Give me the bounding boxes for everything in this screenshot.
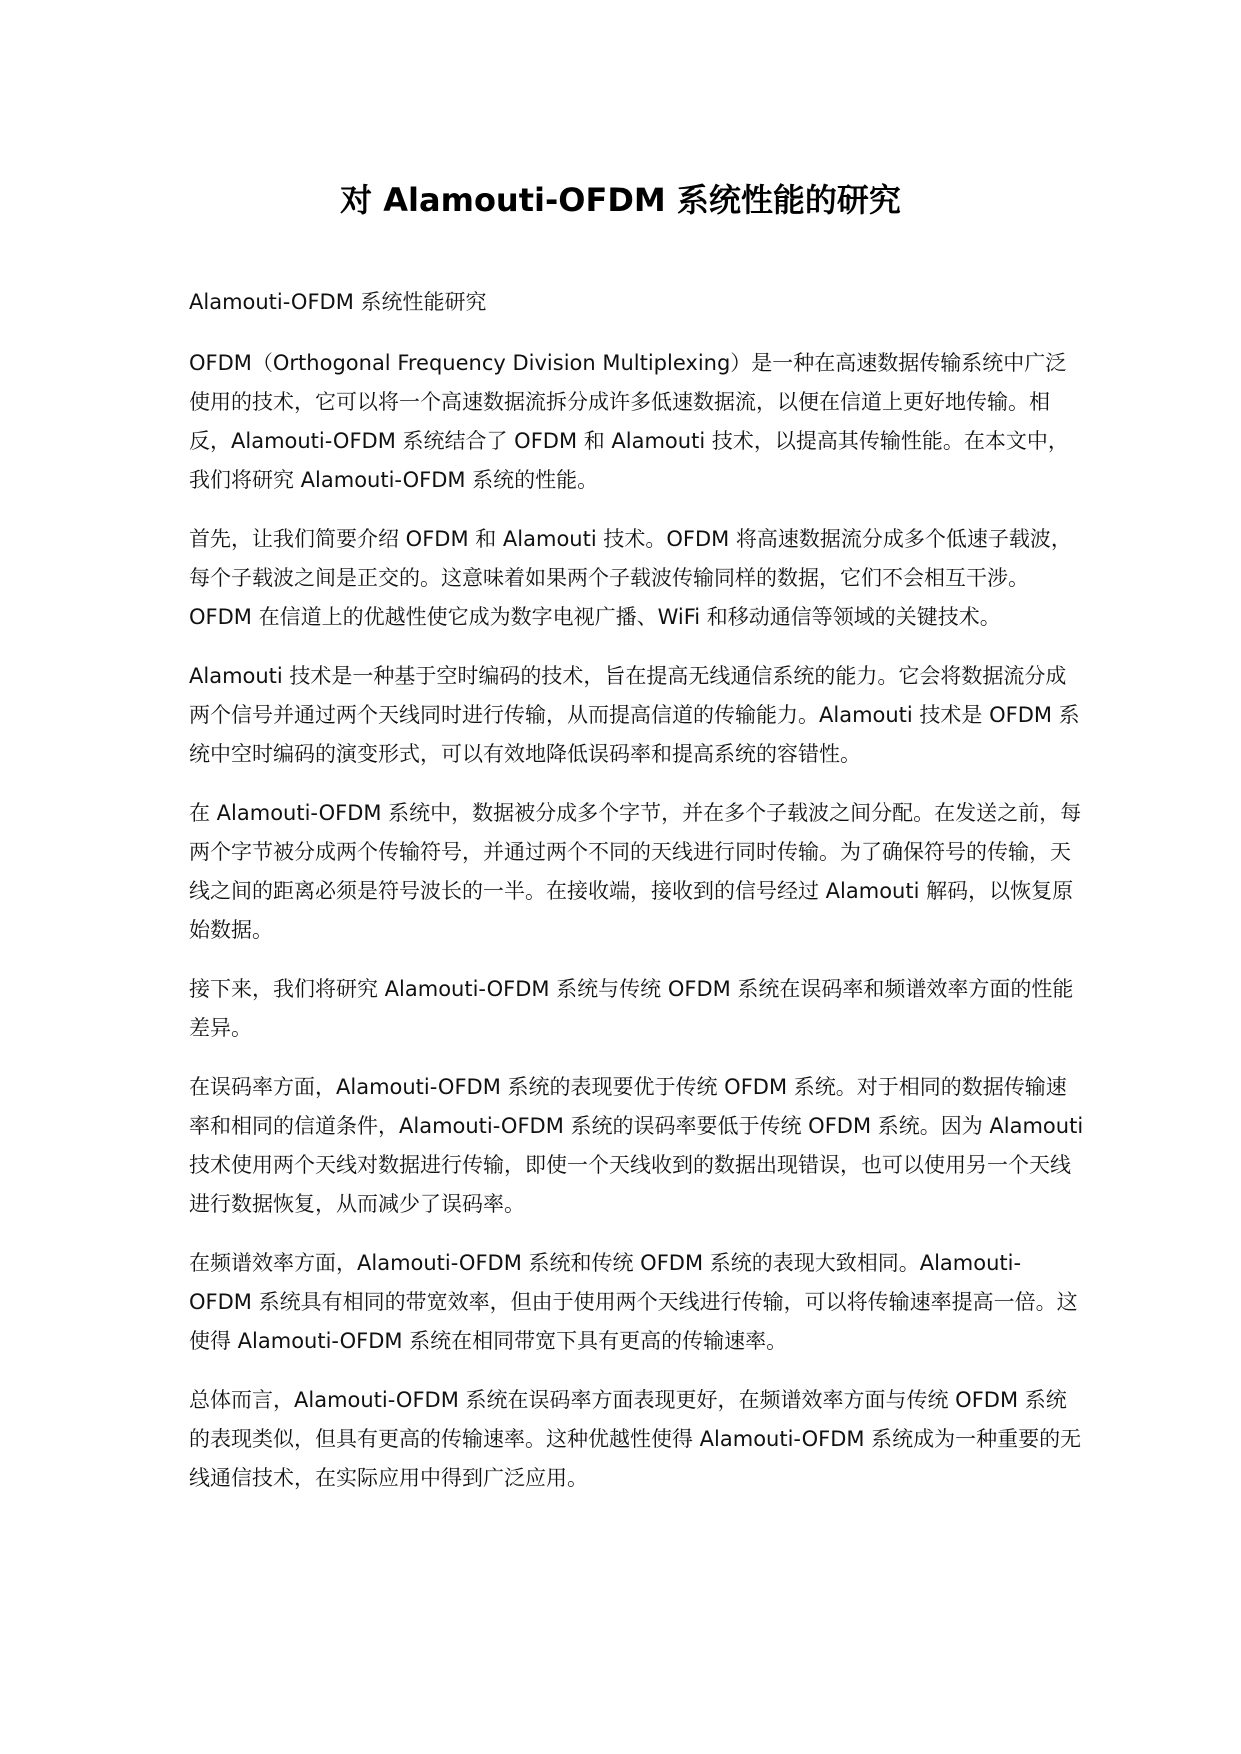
paragraph-ber-performance: 在误码率方面，Alamouti-OFDM 系统的表现要优于传统 OFDM 系统。对于相同的数据传输速率和相同的信道条件，Alamouti-OFDM 系统的误码率要低于传统 OFDM 系统。因为 Alamouti 技术使用两个天线对数据进行传输，即使一个天线收到的数据出现错误，也可以使用另一个天线进行数据恢复，从而减少了误码率。	[189, 1075, 1084, 1216]
paragraph-spectral-efficiency: 在频谱效率方面，Alamouti-OFDM 系统和传统 OFDM 系统的表现大致相同。Alamouti-OFDM 系统具有相同的带宽效率，但由于使用两个天线进行传输，可以将传输速率提高一倍。这使得 Alamouti-OFDM 系统在相同带宽下具有更高的传输速率。	[189, 1251, 1078, 1353]
document-body	[189, 283, 1084, 1518]
paragraph-alamouti-technique: Alamouti 技术是一种基于空时编码的技术，旨在提高无线通信系统的能力。它会将数据流分成两个信号并通过两个天线同时进行传输，从而提高信道的传输能力。Alamouti 技术是 OFDM 系统中空时编码的演变形式，可以有效地降低误码率和提高系统的容错性。	[189, 664, 1080, 766]
paragraph-ofdm-intro: OFDM（Orthogonal Frequency Division Multiplexing）是一种在高速数据传输系统中广泛使用的技术，它可以将一个高速数据流拆分成许多低速数据流，以便在信道上更好地传输。相反，Alamouti-OFDM 系统结合了 OFDM 和 Alamouti 技术，以提高其传输性能。在本文中，我们将研究 Alamouti-OFDM 系统的性能。	[189, 351, 1069, 492]
paragraph-ofdm-alamouti-overview: 首先，让我们简要介绍 OFDM 和 Alamouti 技术。OFDM 将高速数据流分成多个低速子载波，每个子载波之间是正交的。这意味着如果两个子载波传输同样的数据，它们不会相互干涉。OFDM 在信道上的优越性使它成为数字电视广播、WiFi 和移动通信等领域的关键技术。	[189, 527, 1072, 629]
paragraph-system-description: 在 Alamouti-OFDM 系统中，数据被分成多个字节，并在多个子载波之间分配。在发送之前，每两个字节被分成两个传输符号，并通过两个不同的天线进行同时传输。为了确保符号的传输，天线之间的距离必须是符号波长的一半。在接收端，接收到的信号经过 Alamouti 解码，以恢复原始数据。	[189, 801, 1082, 942]
paragraph-comparison-intro: 接下来，我们将研究 Alamouti-OFDM 系统与传统 OFDM 系统在误码率和频谱效率方面的性能差异。	[189, 977, 1074, 1040]
document-title: 对 Alamouti-OFDM 系统性能的研究	[340, 181, 901, 219]
document-subtitle: Alamouti-OFDM 系统性能研究	[189, 290, 487, 314]
paragraph-conclusion: 总体而言，Alamouti-OFDM 系统在误码率方面表现更好，在频谱效率方面与传统 OFDM 系统的表现类似，但具有更高的传输速率。这种优越性使得 Alamouti-OFDM 系统成为一种重要的无线通信技术，在实际应用中得到广泛应用。	[189, 1388, 1082, 1490]
